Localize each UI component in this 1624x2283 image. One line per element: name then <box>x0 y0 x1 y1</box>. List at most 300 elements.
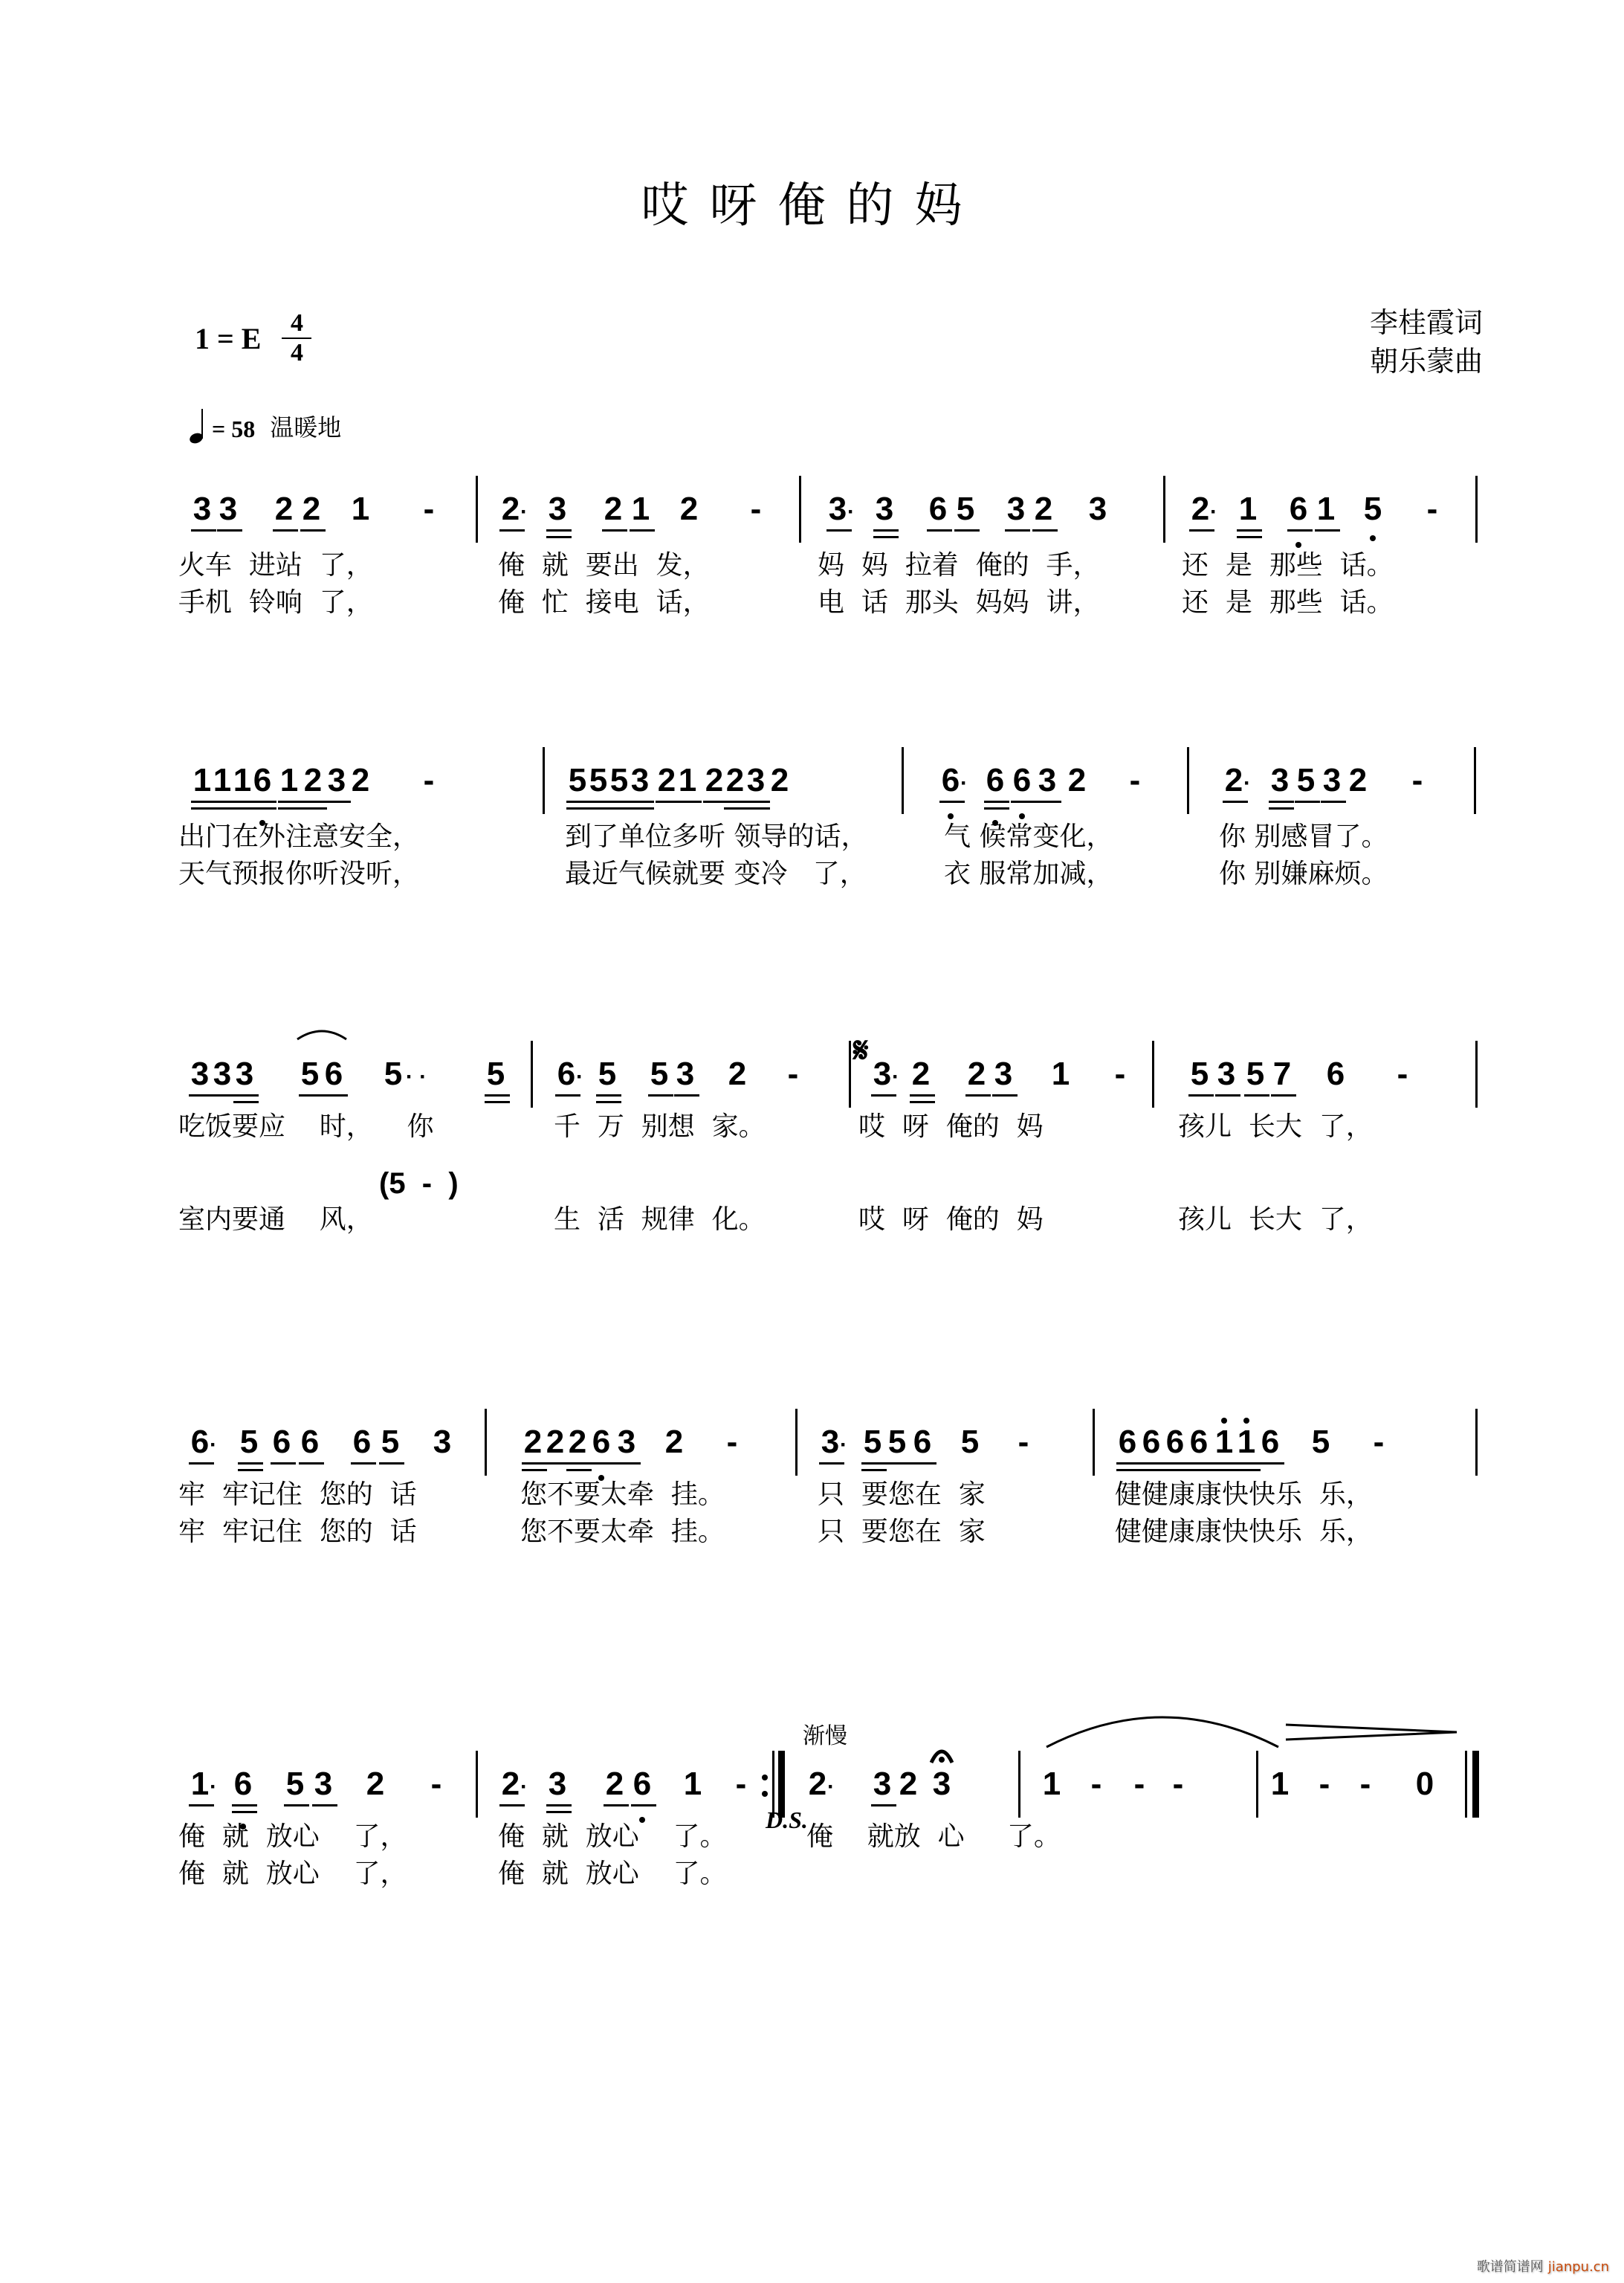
note: 1 <box>631 491 650 527</box>
underline-beam <box>873 536 899 538</box>
bar-line <box>1475 1041 1478 1108</box>
underline-beam <box>861 1469 887 1471</box>
underline-beam <box>871 1094 896 1097</box>
note: 2 <box>1067 762 1087 798</box>
note: - <box>1319 1766 1330 1802</box>
lyric-segment: 你 别嫌麻烦。 <box>1219 859 1388 889</box>
underline-beam <box>1116 1469 1142 1471</box>
underline-beam <box>485 1101 510 1103</box>
underline-beam <box>271 1462 296 1465</box>
tempo-marking <box>190 409 341 443</box>
note: 3 <box>548 491 567 527</box>
note: 3 <box>873 1766 892 1802</box>
note: 6 <box>300 1424 320 1460</box>
note: 1 <box>193 762 212 798</box>
underline-beam <box>826 529 852 532</box>
underline-beam <box>233 1094 259 1097</box>
note: 1 <box>1042 1766 1061 1802</box>
augmentation-dot: · <box>840 1433 847 1457</box>
bar-line <box>1018 1751 1020 1818</box>
note: - <box>1018 1424 1029 1460</box>
lyric-segment: 你 别感冒了。 <box>1219 821 1388 852</box>
note: 3 <box>190 1056 210 1092</box>
lyric-segment: 您不要太牵 挂。 <box>520 1517 725 1547</box>
underline-beam <box>238 1462 263 1465</box>
underline-beam <box>1237 536 1262 538</box>
lyric-segment: 只 要您在 家 <box>818 1517 986 1547</box>
decrescendo-hairpin-icon <box>1286 1725 1457 1740</box>
watermark-en: jianpu.cn <box>1547 2259 1609 2275</box>
note: 3 <box>746 762 766 798</box>
underline-beam <box>351 1462 376 1465</box>
low-octave-dot <box>1370 535 1376 541</box>
underline-beam <box>1244 1094 1269 1097</box>
lyric-segment: 衣 服常加减， <box>944 859 1113 889</box>
note: 2 <box>1348 762 1368 798</box>
note: 1 <box>279 762 299 798</box>
note: 2 <box>911 1056 931 1092</box>
note: 3 <box>994 1056 1013 1092</box>
underline-beam <box>302 807 327 810</box>
underline-beam <box>873 529 899 532</box>
lyric-segment: 最近气候就要 变冷 了， <box>565 859 867 889</box>
underline-beam <box>1213 1462 1238 1465</box>
note: 3 <box>617 1424 636 1460</box>
note: 2 · <box>1221 762 1246 799</box>
note: 6 <box>272 1424 291 1460</box>
underline-beam <box>1213 1469 1238 1471</box>
note: 6 <box>1012 762 1032 798</box>
lyric-segment: 牢 牢记住 您的 话 <box>178 1517 417 1547</box>
underline-beam <box>819 1462 844 1465</box>
note: 5 <box>960 1424 980 1460</box>
underline-beam <box>648 1094 673 1097</box>
final-bar-thin <box>1465 1751 1467 1818</box>
underline-beam <box>1321 801 1346 803</box>
note: 6 · <box>554 1056 579 1093</box>
note: 3 <box>1270 762 1290 798</box>
tempo-expression: 温暖地 <box>270 413 342 442</box>
underline-beam <box>1235 1462 1261 1465</box>
note: 2 <box>725 762 745 798</box>
bar-line <box>1474 747 1476 814</box>
underline-beam <box>217 529 242 532</box>
note: 5 <box>239 1424 259 1460</box>
note: 5 <box>486 1056 505 1092</box>
underline-beam <box>992 1094 1018 1097</box>
note: 1 <box>351 491 370 527</box>
note: 5 <box>589 762 608 798</box>
underline-beam <box>312 1804 337 1806</box>
lyric-segment: 手机 铃响 了， <box>178 587 373 618</box>
note: 5 <box>863 1424 882 1460</box>
underline-beam <box>1295 801 1320 803</box>
lyric-segment: 还 是 那些 话。 <box>1182 587 1394 618</box>
underline-beam <box>1188 1469 1213 1471</box>
note: 2 <box>604 491 623 527</box>
underline-beam <box>602 529 627 532</box>
tie-slur <box>297 1031 346 1039</box>
lyric-segment: 妈 妈 拉着 俺的 手， <box>818 550 1100 581</box>
lyric-segment: 生 活 规律 化。 <box>554 1204 766 1235</box>
note: 3 <box>213 1056 232 1092</box>
underline-beam <box>284 1804 309 1806</box>
augmentation-dot: · <box>827 1775 835 1799</box>
note: 6 <box>986 762 1005 798</box>
note: 3 <box>235 1056 254 1092</box>
underline-beam <box>299 1462 324 1465</box>
note: 3 <box>932 1766 951 1802</box>
underline-beam <box>939 801 965 803</box>
augmentation-dot: · <box>520 1775 528 1799</box>
underline-beam <box>984 807 1009 810</box>
note: 3 <box>548 1766 567 1802</box>
lyric-segment: 吃饭要应 时， 你 <box>178 1111 434 1142</box>
note: 3 <box>433 1424 452 1460</box>
note: 6 <box>1189 1424 1209 1460</box>
augmentation-dot: · <box>892 1065 899 1089</box>
tie-slur <box>1046 1717 1278 1747</box>
note: 3 <box>875 491 894 527</box>
underline-beam <box>910 1101 935 1103</box>
note: 3 <box>314 1766 333 1802</box>
note: 1 · <box>187 1766 213 1803</box>
underline-beam <box>1287 529 1313 532</box>
composer: 朝乐蒙曲 <box>1369 345 1483 378</box>
lyric-segment: 俺 就 放心 了。 <box>498 1821 727 1852</box>
note: 1 <box>213 762 232 798</box>
note: 5 <box>1311 1424 1330 1460</box>
note: 2 <box>705 762 724 798</box>
note: 2 · <box>498 1766 523 1803</box>
underline-beam <box>232 1804 257 1806</box>
underline-beam <box>590 1462 615 1465</box>
underline-beam <box>189 1804 214 1806</box>
ritardando-marking: 渐慢 <box>803 1723 847 1749</box>
underline-beam <box>189 1094 214 1097</box>
underline-beam <box>555 1094 580 1097</box>
note: 2 <box>967 1056 986 1092</box>
note: 6 <box>1118 1424 1137 1460</box>
note: - <box>1373 1424 1385 1460</box>
underline-beam <box>544 1462 569 1465</box>
underline-beam <box>1140 1469 1165 1471</box>
underline-beam <box>302 801 327 803</box>
note: 1 <box>1238 491 1258 527</box>
underline-beam <box>1315 529 1340 532</box>
underline-beam <box>886 1462 911 1465</box>
note: 1 <box>683 1766 702 1802</box>
bar-line <box>799 476 801 543</box>
note: 2 <box>899 1766 918 1802</box>
note: 6 · <box>187 1424 213 1461</box>
underline-beam <box>615 1462 641 1465</box>
high-octave-dot <box>1221 1418 1227 1424</box>
underline-beam <box>1259 1462 1284 1465</box>
note: 5 <box>381 1424 400 1460</box>
lyric-segment: 孩儿 长大 了， <box>1178 1204 1373 1235</box>
underline-beam <box>1011 801 1036 803</box>
underline-beam <box>1223 801 1248 803</box>
underline-beam <box>631 1804 656 1806</box>
underline-beam <box>629 807 654 810</box>
note: 5 <box>609 762 629 798</box>
note: 2 <box>302 491 321 527</box>
lyric-segment: 您不要太牵 挂。 <box>520 1479 725 1510</box>
note: 1 <box>1237 1424 1256 1460</box>
note: - <box>726 1424 738 1460</box>
underline-beam <box>1269 801 1294 803</box>
note: - <box>1133 1766 1145 1802</box>
double-augmentation-dot: · · <box>405 1065 427 1089</box>
note: 3 · <box>825 491 850 528</box>
underline-beam <box>499 529 525 532</box>
note: 5 <box>887 1424 907 1460</box>
underline-beam <box>233 1101 259 1103</box>
note: 2 <box>605 1766 624 1802</box>
underline-beam <box>238 1469 263 1471</box>
underline-beam <box>604 1804 629 1806</box>
underline-beam <box>927 529 952 532</box>
note: - <box>1129 762 1141 798</box>
underline-beam <box>273 529 298 532</box>
bar-line <box>1152 1041 1154 1108</box>
bar-line <box>1475 476 1478 543</box>
note: 1 <box>1316 491 1336 527</box>
bar-line <box>1187 747 1189 814</box>
lyric-segment: 火车 进站 了， <box>178 550 373 581</box>
note: 6 <box>233 1766 253 1802</box>
fermata-icon <box>931 1751 952 1763</box>
note: 5 <box>568 762 587 798</box>
note: 3 <box>219 491 238 527</box>
note: 1 <box>1214 1424 1234 1460</box>
underline-beam <box>911 1462 936 1465</box>
watermark-cn: 歌谱简谱网 <box>1476 2259 1544 2275</box>
note: - <box>423 491 435 527</box>
lyric-segment: 室内要通 风， <box>178 1204 373 1235</box>
underline-beam <box>546 536 572 538</box>
lyric-segment: 孩儿 长大 了， <box>1178 1111 1373 1142</box>
underline-beam <box>910 1094 935 1097</box>
note: 3 <box>630 762 650 798</box>
note: 5 <box>300 1056 320 1092</box>
note: - <box>1411 762 1423 798</box>
underline-beam <box>596 1101 621 1103</box>
lyric-segment: 俺 就 放心 了， <box>178 1859 407 1889</box>
underline-beam <box>676 801 702 803</box>
underline-beam <box>191 529 216 532</box>
note: 6 <box>1326 1056 1345 1092</box>
key-signature <box>195 311 311 366</box>
underline-beam <box>1271 1094 1296 1097</box>
note: 5 <box>956 491 975 527</box>
underline-beam <box>745 801 770 803</box>
bar-line <box>1163 476 1165 543</box>
note: 2 <box>770 762 789 798</box>
note: - <box>430 1766 442 1802</box>
underline-beam <box>251 807 276 810</box>
lyric-segment: 俺 忙 接电 话， <box>498 587 710 618</box>
note: 2 <box>657 762 676 798</box>
underline-beam <box>1036 801 1061 803</box>
note: 2 <box>303 762 323 798</box>
note: 2 <box>568 1424 587 1460</box>
note: 2 · <box>805 1766 830 1803</box>
underline-beam <box>1164 1462 1189 1465</box>
lyricist: 李桂霞词 <box>1369 306 1483 339</box>
note: - <box>423 762 435 798</box>
key-label: 1 = E <box>195 321 262 355</box>
note: - <box>1172 1766 1184 1802</box>
note: 6 <box>633 1766 652 1802</box>
lyric-segment: 俺 就放 心 了。 <box>806 1821 1061 1852</box>
underline-beam <box>1005 529 1030 532</box>
underline-beam <box>326 801 351 803</box>
note: - <box>1090 1766 1102 1802</box>
bar-line <box>485 1409 487 1476</box>
lyric-segment: 电 话 那头 妈妈 讲， <box>818 587 1100 618</box>
note: 5 · · <box>381 1056 406 1093</box>
bar-line <box>531 1041 533 1108</box>
lyric-segment: 俺 就 放心 了， <box>178 1821 407 1852</box>
underline-beam <box>232 1811 257 1813</box>
note: 3 · <box>818 1424 843 1461</box>
note: - <box>1426 491 1438 527</box>
note: 3 <box>193 491 212 527</box>
lyric-segment: 气 候常变化， <box>944 821 1113 852</box>
note: - <box>1397 1056 1408 1092</box>
note: 2 <box>679 491 699 527</box>
underline-beam <box>566 1469 592 1471</box>
credits <box>1370 303 1483 381</box>
note: 1 <box>678 762 697 798</box>
underline-beam <box>300 529 326 532</box>
bar-line <box>795 1409 798 1476</box>
note: - <box>735 1766 747 1802</box>
note: 0 <box>1415 1766 1434 1802</box>
bar-line <box>476 1751 478 1818</box>
note: 3 <box>1038 762 1057 798</box>
note: 5 <box>1363 491 1382 527</box>
bar-line <box>1093 1409 1095 1476</box>
underline-beam <box>566 1462 592 1465</box>
lyric-segment: 哎 呀 俺的 妈 <box>858 1204 1044 1235</box>
note: 2 <box>664 1424 684 1460</box>
note: 2 · <box>1188 491 1213 528</box>
note: 6 <box>1142 1424 1161 1460</box>
lyric-segment: 到了单位多听 领导的话， <box>565 821 868 852</box>
bar-line <box>543 747 545 814</box>
underline-beam <box>1032 529 1058 532</box>
underline-beam <box>546 1804 572 1806</box>
underline-beam <box>1116 1462 1142 1465</box>
note: 5 <box>1190 1056 1209 1092</box>
lyric-segment: 出门在外注意安全， <box>178 821 420 852</box>
underline-beam <box>189 1462 214 1465</box>
note: 3 <box>1088 491 1107 527</box>
underline-beam <box>1188 1094 1214 1097</box>
underline-beam <box>596 1094 621 1097</box>
augmentation-dot: · <box>960 771 968 795</box>
note: 3 <box>1322 762 1342 798</box>
underline-beam <box>629 801 654 803</box>
note: 6 <box>324 1056 343 1092</box>
bar-line <box>902 747 904 814</box>
bar-line <box>1475 1409 1478 1476</box>
note: 1 <box>1051 1056 1070 1092</box>
underline-beam <box>1164 1469 1189 1471</box>
underline-beam <box>379 1462 404 1465</box>
note: 2 <box>1034 491 1053 527</box>
underline-beam <box>485 1094 510 1097</box>
page-title: 哎呀俺的妈 <box>641 178 983 233</box>
underline-beam <box>861 1462 887 1465</box>
underline-beam <box>965 1094 991 1097</box>
underline-beam <box>1140 1462 1165 1465</box>
note: 5 <box>285 1766 305 1802</box>
time-signature-bottom: 4 <box>290 339 303 366</box>
lyric-segment: 牢 牢记住 您的 话 <box>178 1479 417 1510</box>
underline-beam <box>278 807 303 810</box>
note: 3 <box>1006 491 1026 527</box>
lyric-segment: 还 是 那些 话。 <box>1182 550 1394 581</box>
note: 2 <box>728 1056 747 1092</box>
note: 2 <box>274 491 294 527</box>
final-bar-thick <box>1472 1751 1479 1818</box>
underline-beam <box>674 1094 699 1097</box>
note: 2 <box>351 762 370 798</box>
note: 3 · <box>870 1056 895 1093</box>
note: - <box>1114 1056 1126 1092</box>
quarter-note-icon <box>190 409 206 443</box>
lyric-segment: 哎 呀 俺的 妈 <box>858 1111 1044 1142</box>
augmentation-dot: · <box>1243 771 1251 795</box>
lyric-segment: 只 要您在 家 <box>818 1479 986 1510</box>
lyric-segment: 俺 就 要出 发， <box>498 550 710 581</box>
underline-beam <box>546 529 572 532</box>
note: 6 <box>928 491 948 527</box>
note: 6 <box>1289 491 1308 527</box>
underline-beam <box>522 1462 547 1465</box>
underline-beam <box>522 1469 547 1471</box>
underline-beam <box>1215 1094 1240 1097</box>
lyric-segment: 健健康康快快乐 乐， <box>1115 1517 1373 1547</box>
augmentation-dot: · <box>210 1433 217 1457</box>
note: - <box>1359 1766 1371 1802</box>
note: 6 <box>1261 1424 1280 1460</box>
augmentation-dot: · <box>576 1065 583 1089</box>
time-signature <box>282 311 311 366</box>
note: 2 <box>523 1424 543 1460</box>
lyric-segment: 千 万 别想 家。 <box>554 1111 766 1142</box>
repeat-dot <box>762 1775 768 1780</box>
underline-beam <box>251 801 276 803</box>
note: 3 <box>1217 1056 1236 1092</box>
note: 3 <box>676 1056 695 1092</box>
segno-icon: 𝄋 <box>853 1030 869 1071</box>
note: 5 <box>598 1056 617 1092</box>
note: 6 <box>352 1424 372 1460</box>
note: 7 <box>1272 1056 1292 1092</box>
note: 2 <box>546 1424 565 1460</box>
note: 5 <box>650 1056 669 1092</box>
note: 1 <box>1270 1766 1290 1802</box>
note: 5 <box>1296 762 1316 798</box>
note: 6 · <box>938 762 963 799</box>
underline-beam <box>1269 807 1294 810</box>
bar-line <box>476 476 478 543</box>
